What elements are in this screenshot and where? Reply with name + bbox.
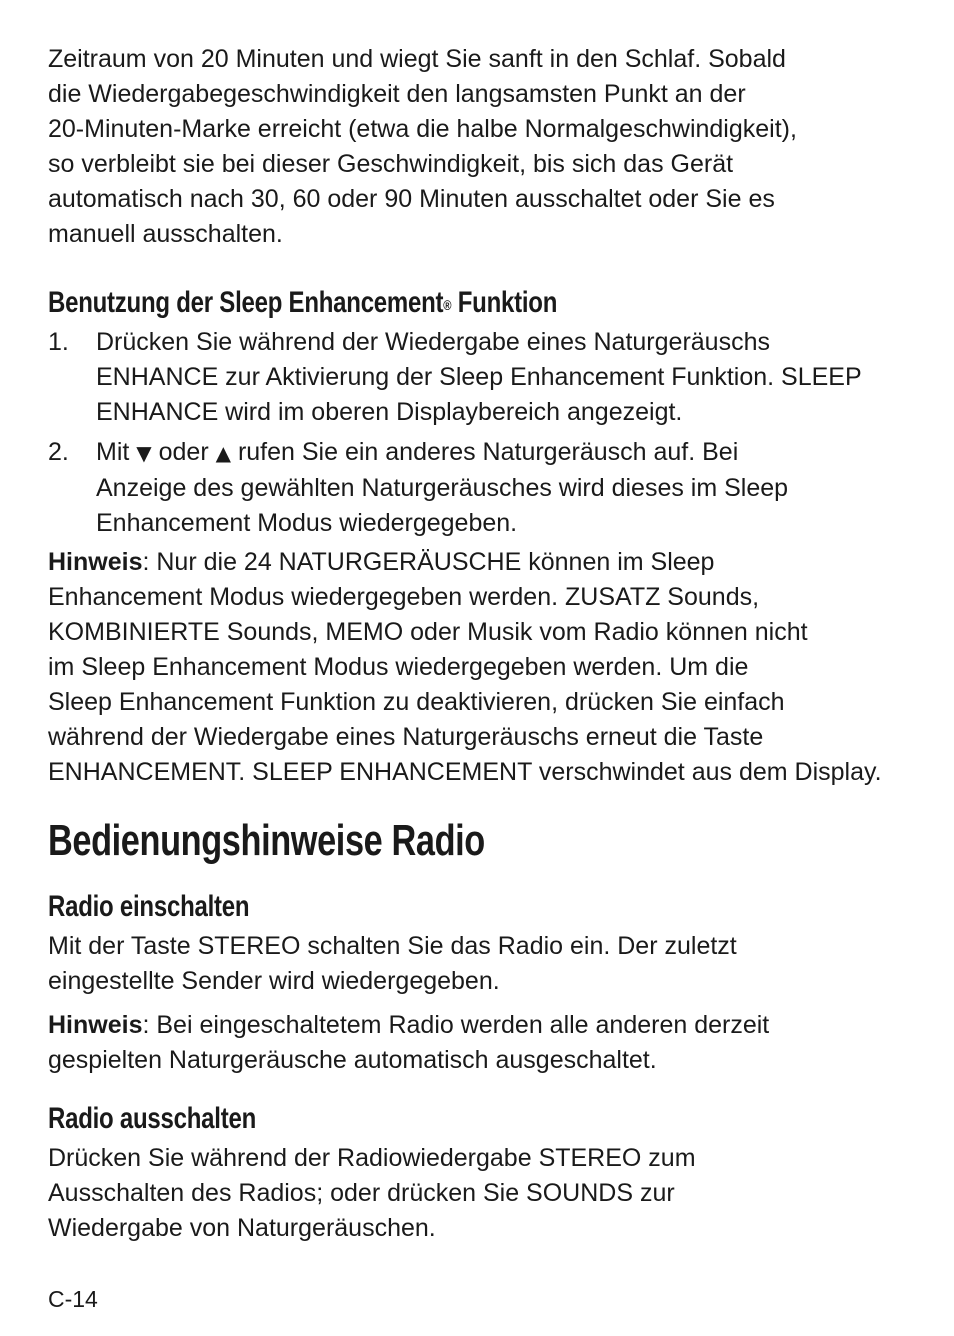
intro-line: manuell ausschalten. [48, 220, 283, 248]
radio-on-note: Hinweis: Bei eingeschaltetem Radio werden alle anderen derzeit gespielten Naturgeräusche automatisch ausgeschaltet. [48, 1011, 770, 1074]
intro-line: automatisch nach 30, 60 oder 90 Minuten ausschaltet oder Sie es [48, 185, 775, 213]
radio-on-paragraph: Mit der Taste STEREO schalten Sie das Radio ein. Der zuletzt eingestellte Sender wird wiedergegeben. [48, 932, 737, 995]
intro-line: 20-Minuten-Marke erreicht (etwa die halbe Normalgeschwindigkeit), [48, 115, 797, 143]
step-number: 1. [48, 328, 69, 356]
note-label: Hinweis [48, 1011, 143, 1039]
manual-page [48, 42, 918, 1246]
sleep-enhancement-heading: Benutzung der Sleep Enhancement® Funktion [48, 286, 558, 319]
radio-off-heading: Radio ausschalten [48, 1102, 256, 1135]
radio-section-title: Bedienungshinweise Radio [48, 816, 485, 865]
list-item: 2. Mit ▼ oder ▲ rufen Sie ein anderes Naturgeräusch auf. Bei Anzeige des gewählten Naturgeräusches wird dieses im Sleep Enhancement Modus wiedergegeben. [48, 435, 918, 541]
page-number: C-14 [48, 1286, 98, 1312]
intro-line: so verbleibt sie bei dieser Geschwindigkeit, bis sich das Gerät [48, 150, 734, 178]
down-arrow-icon: ▼ [136, 441, 152, 465]
registered-mark: ® [443, 297, 452, 313]
radio-on-heading: Radio einschalten [48, 890, 250, 923]
step-number: 2. [48, 438, 69, 466]
radio-off-paragraph: Drücken Sie während der Radiowiedergabe STEREO zum Ausschalten des Radios; oder drücken Sie SOUNDS zur Wiedergabe von Naturgeräuschen. [48, 1144, 696, 1242]
intro-paragraph [48, 42, 918, 252]
sleep-note: Hinweis: Nur die 24 NATURGERÄUSCHE können im Sleep Enhancement Modus wiedergegeben werden. ZUSATZ Sounds, KOMBINIERTE Sounds, MEMO oder Musik vom Radio können nicht im Sleep Enhancement Modus wiedergegeben werden. Um die Sleep Enhancement Funktion zu deaktivieren, drücken Sie einfach während der Wiedergabe eines Naturgeräuschs erneut die Taste ENHANCEMENT. SLEEP ENHANCEMENT verschwindet aus dem Display. [48, 548, 882, 786]
list-item: 1. Drücken Sie während der Wiedergabe eines Naturgeräuschs ENHANCE zur Aktivierung der Sleep Enhancement Funktion. SLEEP ENHANCE wird im oberen Displaybereich angezeigt. [48, 325, 918, 430]
sleep-steps-list [48, 325, 918, 541]
intro-line: die Wiedergabegeschwindigkeit den langsamsten Punkt an der [48, 80, 746, 108]
intro-line: Zeitraum von 20 Minuten und wiegt Sie sanft in den Schlaf. Sobald [48, 45, 786, 73]
up-arrow-icon: ▲ [215, 441, 231, 465]
note-label: Hinweis [48, 548, 143, 576]
